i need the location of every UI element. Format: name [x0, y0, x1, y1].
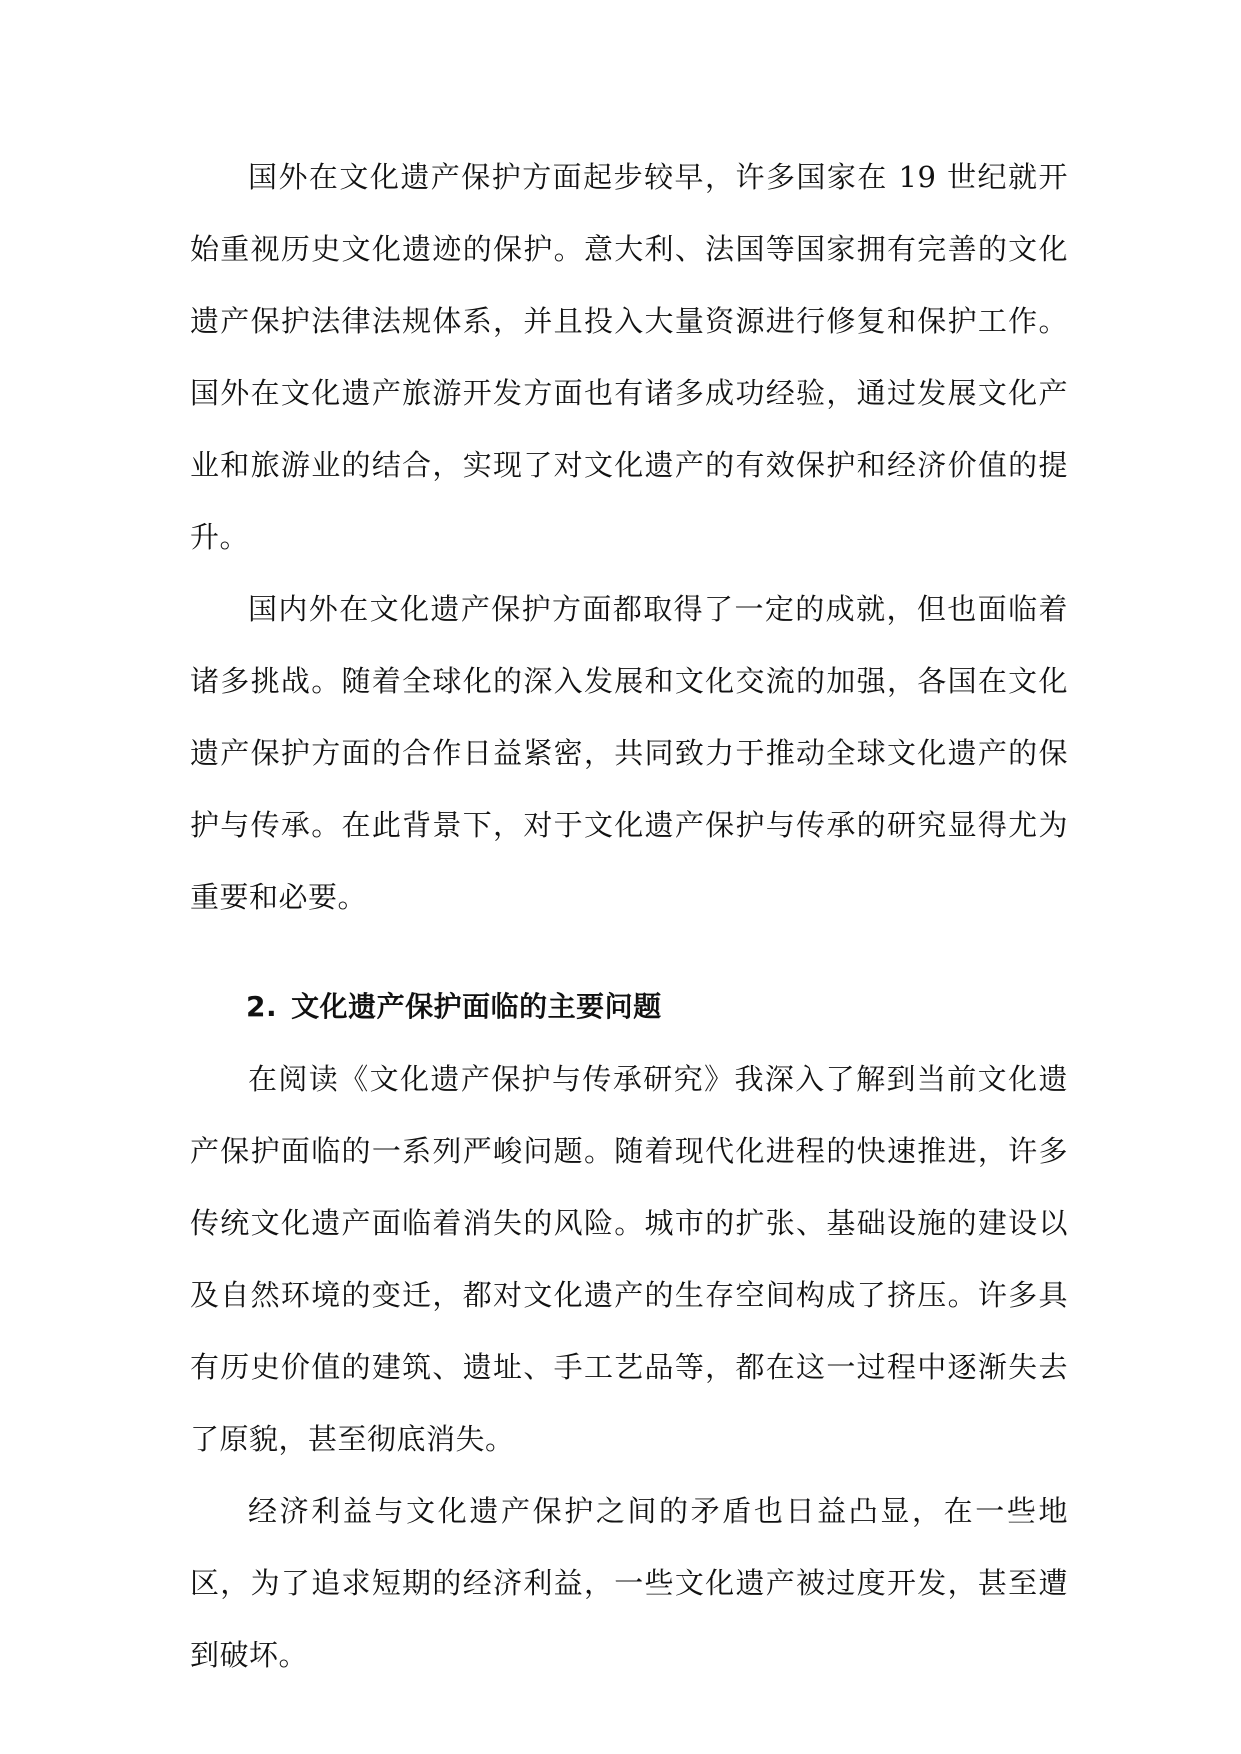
paragraph-main-problems: 在阅读《文化遗产保护与传承研究》我深入了解到当前文化遗产保护面临的一系列严峻问题。随着现代化进程的快速推进，许多传统文化遗产面临着消失的风险。城市的扩张、基础设施的建设以及自然环境的变迁，都对文化遗产的生存空间构成了挤压。许多具有历史价值的建筑、遗址、手工艺品等，都在这一过程中逐渐失去了原貌，甚至彻底消失。	[190, 1062, 1068, 1456]
paragraph-economic-conflict: 经济利益与文化遗产保护之间的矛盾也日益凸显，在一些地区，为了追求短期的经济利益，一些文化遗产被过度开发，甚至遭到破坏。	[190, 1494, 1068, 1672]
section-number: 2.	[246, 990, 278, 1023]
section-heading	[190, 971, 1068, 1043]
paragraph-domestic-foreign-achievements: 国内外在文化遗产保护方面都取得了一定的成就，但也面临着诸多挑战。随着全球化的深入发展和文化交流的加强，各国在文化遗产保护方面的合作日益紧密，共同致力于推动全球文化遗产的保护与传承。在此背景下，对于文化遗产保护与传承的研究显得尤为重要和必要。	[190, 592, 1068, 914]
section-title: 文化遗产保护面临的主要问题	[291, 990, 662, 1023]
document-body	[190, 141, 1068, 1691]
paragraph-foreign-protection: 国外在文化遗产保护方面起步较早，许多国家在 19 世纪就开始重视历史文化遗迹的保护。意大利、法国等国家拥有完善的文化遗产保护法律法规体系，并且投入大量资源进行修复和保护工作。国外在文化遗产旅游开发方面也有诸多成功经验，通过发展文化产业和旅游业的结合，实现了对文化遗产的有效保护和经济价值的提升。	[190, 160, 1068, 554]
